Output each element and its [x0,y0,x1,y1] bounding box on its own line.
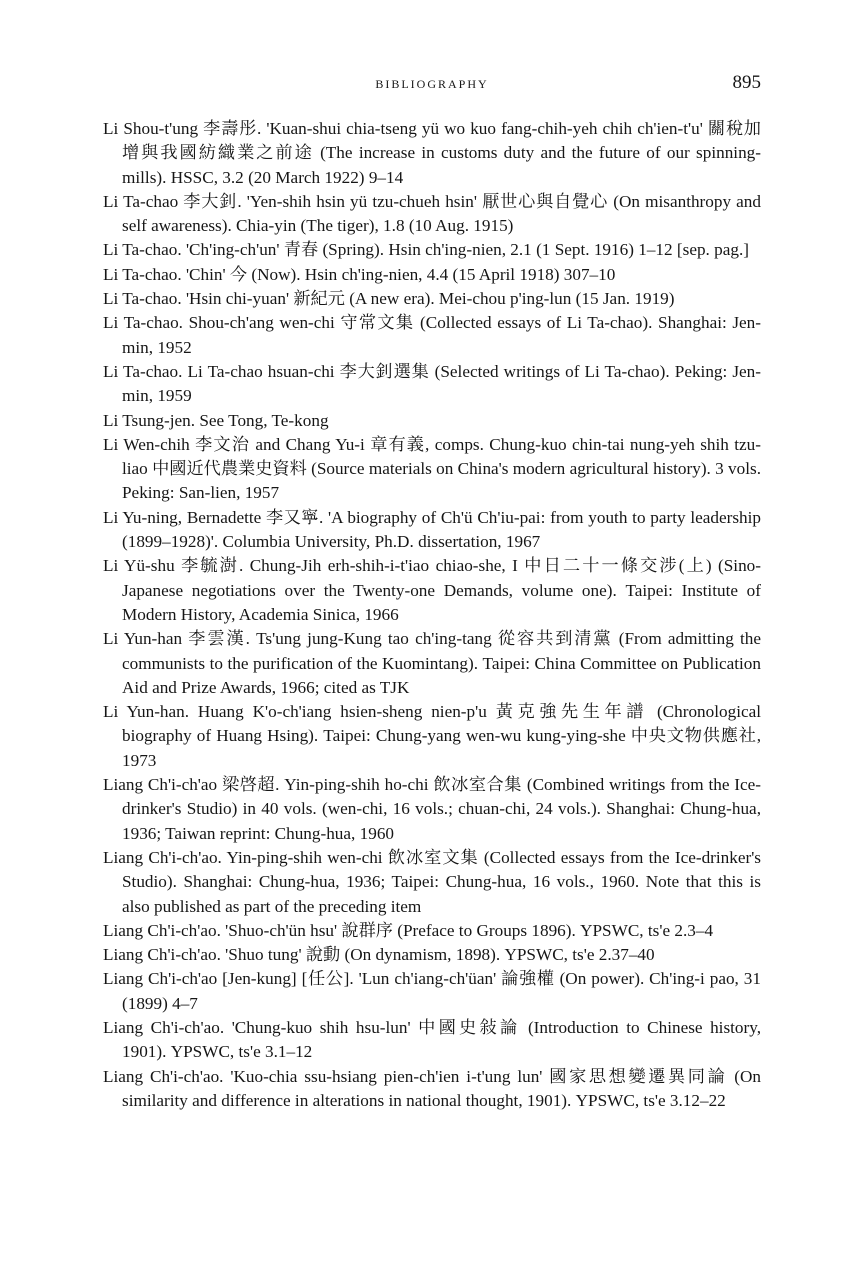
bibliography-entry: Li Yü-shu 李毓澍. Chung-Jih erh-shih-i-t'iao chiao-she, I 中日二十一條交涉(上) (Sino-Japanese negotiations over the Twenty-one Demands, volume one). Taipei: Institute of Modern History, Academia Sinica, 1966 [103,556,761,624]
bibliography-entry: Li Ta-chao. 'Ch'ing-ch'un' 青春 (Spring). Hsin ch'ing-nien, 2.1 (1 Sept. 1916) 1–12 [sep. pag.] [103,240,749,260]
bibliography-entry: Li Yu-ning, Bernadette 李又寧. 'A biography of Ch'ü Ch'iu-pai: from youth to party leadership (1899–1928)'. Columbia University, Ph.D. dissertation, 1967 [103,507,761,552]
bibliography-entry: Li Yun-han 李雲漢. Ts'ung jung-Kung tao ch'ing-tang 從容共到清黨 (From admitting the communists to the purification of the Kuomintang). Taipei: China Committee on Publication Aid and Prize Awards, 1966; cited as TJK [103,629,761,697]
bibliography-entry: Li Wen-chih 李文治 and Chang Yu-i 章有義, comps. Chung-kuo chin-tai nung-yeh shih tzu-liao 中國近代農業史資料 (Source materials on China's modern agricultural history). 3 vols. Peking: San-lien, 1957 [103,434,761,503]
bibliography-entry: Li Shou-t'ung 李壽彤. 'Kuan-shui chia-tseng yü wo kuo fang-chih-yeh chih ch'ien-t'u' 關稅加增與我國紡織業之前途 (The increase in customs duty and the future of our spinning-mills). HSSC, 3.2 (20 March 1922) 9–14 [103,119,761,187]
running-head-title: BIBLIOGRAPHY [375,77,489,91]
bibliography-entry: Li Ta-chao. 'Hsin chi-yuan' 新紀元 (A new era). Mei-chou p'ing-lun (15 Jan. 1919) [103,289,675,309]
bibliography-entry: Liang Ch'i-ch'ao. 'Shuo-ch'ün hsu' 說群序 (Preface to Groups 1896). YPSWC, ts'e 2.3–4 [103,920,714,940]
bibliography-entry: Li Ta-chao 李大釗. 'Yen-shih hsin yü tzu-chueh hsin' 厭世心與自覺心 (On misanthropy and self awareness). Chia-yin (The tiger), 1.8 (10 Aug. 1915) [103,191,761,236]
bibliography-entry: Li Ta-chao. Shou-ch'ang wen-chi 守常文集 (Collected essays of Li Ta-chao). Shanghai: Jen-min, 1952 [103,313,761,357]
bibliography-entry: Liang Ch'i-ch'ao [Jen-kung] [任公]. 'Lun ch'iang-ch'üan' 論強權 (On power). Ch'ing-i pao, 31 (1899) 4–7 [103,969,761,1013]
running-head [0,74,864,98]
bibliography-entry: Liang Ch'i-ch'ao. 'Chung-kuo shih hsu-lun' 中國史敍論 (Introduction to Chinese history, 1901). YPSWC, ts'e 3.1–12 [103,1017,761,1062]
bibliography-entries [103,117,761,1113]
bibliography-entry: Liang Ch'i-ch'ao. 'Kuo-chia ssu-hsiang pien-ch'ien i-t'ung lun' 國家思想變遷異同論 (On similarity and difference in alterations in national thought, 1901). YPSWC, ts'e 3.12–22 [103,1066,761,1110]
bibliography-entry: Li Ta-chao. 'Chin' 今 (Now). Hsin ch'ing-nien, 4.4 (15 April 1918) 307–10 [103,264,616,284]
bibliography-entry: Liang Ch'i-ch'ao. Yin-ping-shih wen-chi 飲冰室文集 (Collected essays from the Ice-drinker's Studio). Shanghai: Chung-hua, 1936; Taipei: Chung-hua, 16 vols., 1960. Note that this is also published as part of the preceding item [103,847,761,916]
bibliography-entry: Liang Ch'i-ch'ao 梁啓超. Yin-ping-shih ho-chi 飲冰室合集 (Combined writings from the Ice-drinker's Studio) in 40 vols. (wen-chi, 16 vols.; chuan-chi, 24 vols.). Shanghai: Chung-hua, 1936; Taiwan reprint: Chung-hua, 1960 [103,775,761,843]
page-number: 895 [732,72,761,93]
bibliography-entry: Li Yun-han. Huang K'o-ch'iang hsien-sheng nien-p'u 黃克強先生年譜 (Chronological biography of Huang Hsing). Taipei: Chung-yang wen-wu kung-ying-she 中央文物供應社, 1973 [103,702,761,770]
bibliography-entry: Liang Ch'i-ch'ao. 'Shuo tung' 說動 (On dynamism, 1898). YPSWC, ts'e 2.37–40 [103,945,655,965]
bibliography-entry: Li Tsung-jen. See Tong, Te-kong [103,410,329,430]
bibliography-entry: Li Ta-chao. Li Ta-chao hsuan-chi 李大釗選集 (Selected writings of Li Ta-chao). Peking: Jen-min, 1959 [103,361,761,406]
